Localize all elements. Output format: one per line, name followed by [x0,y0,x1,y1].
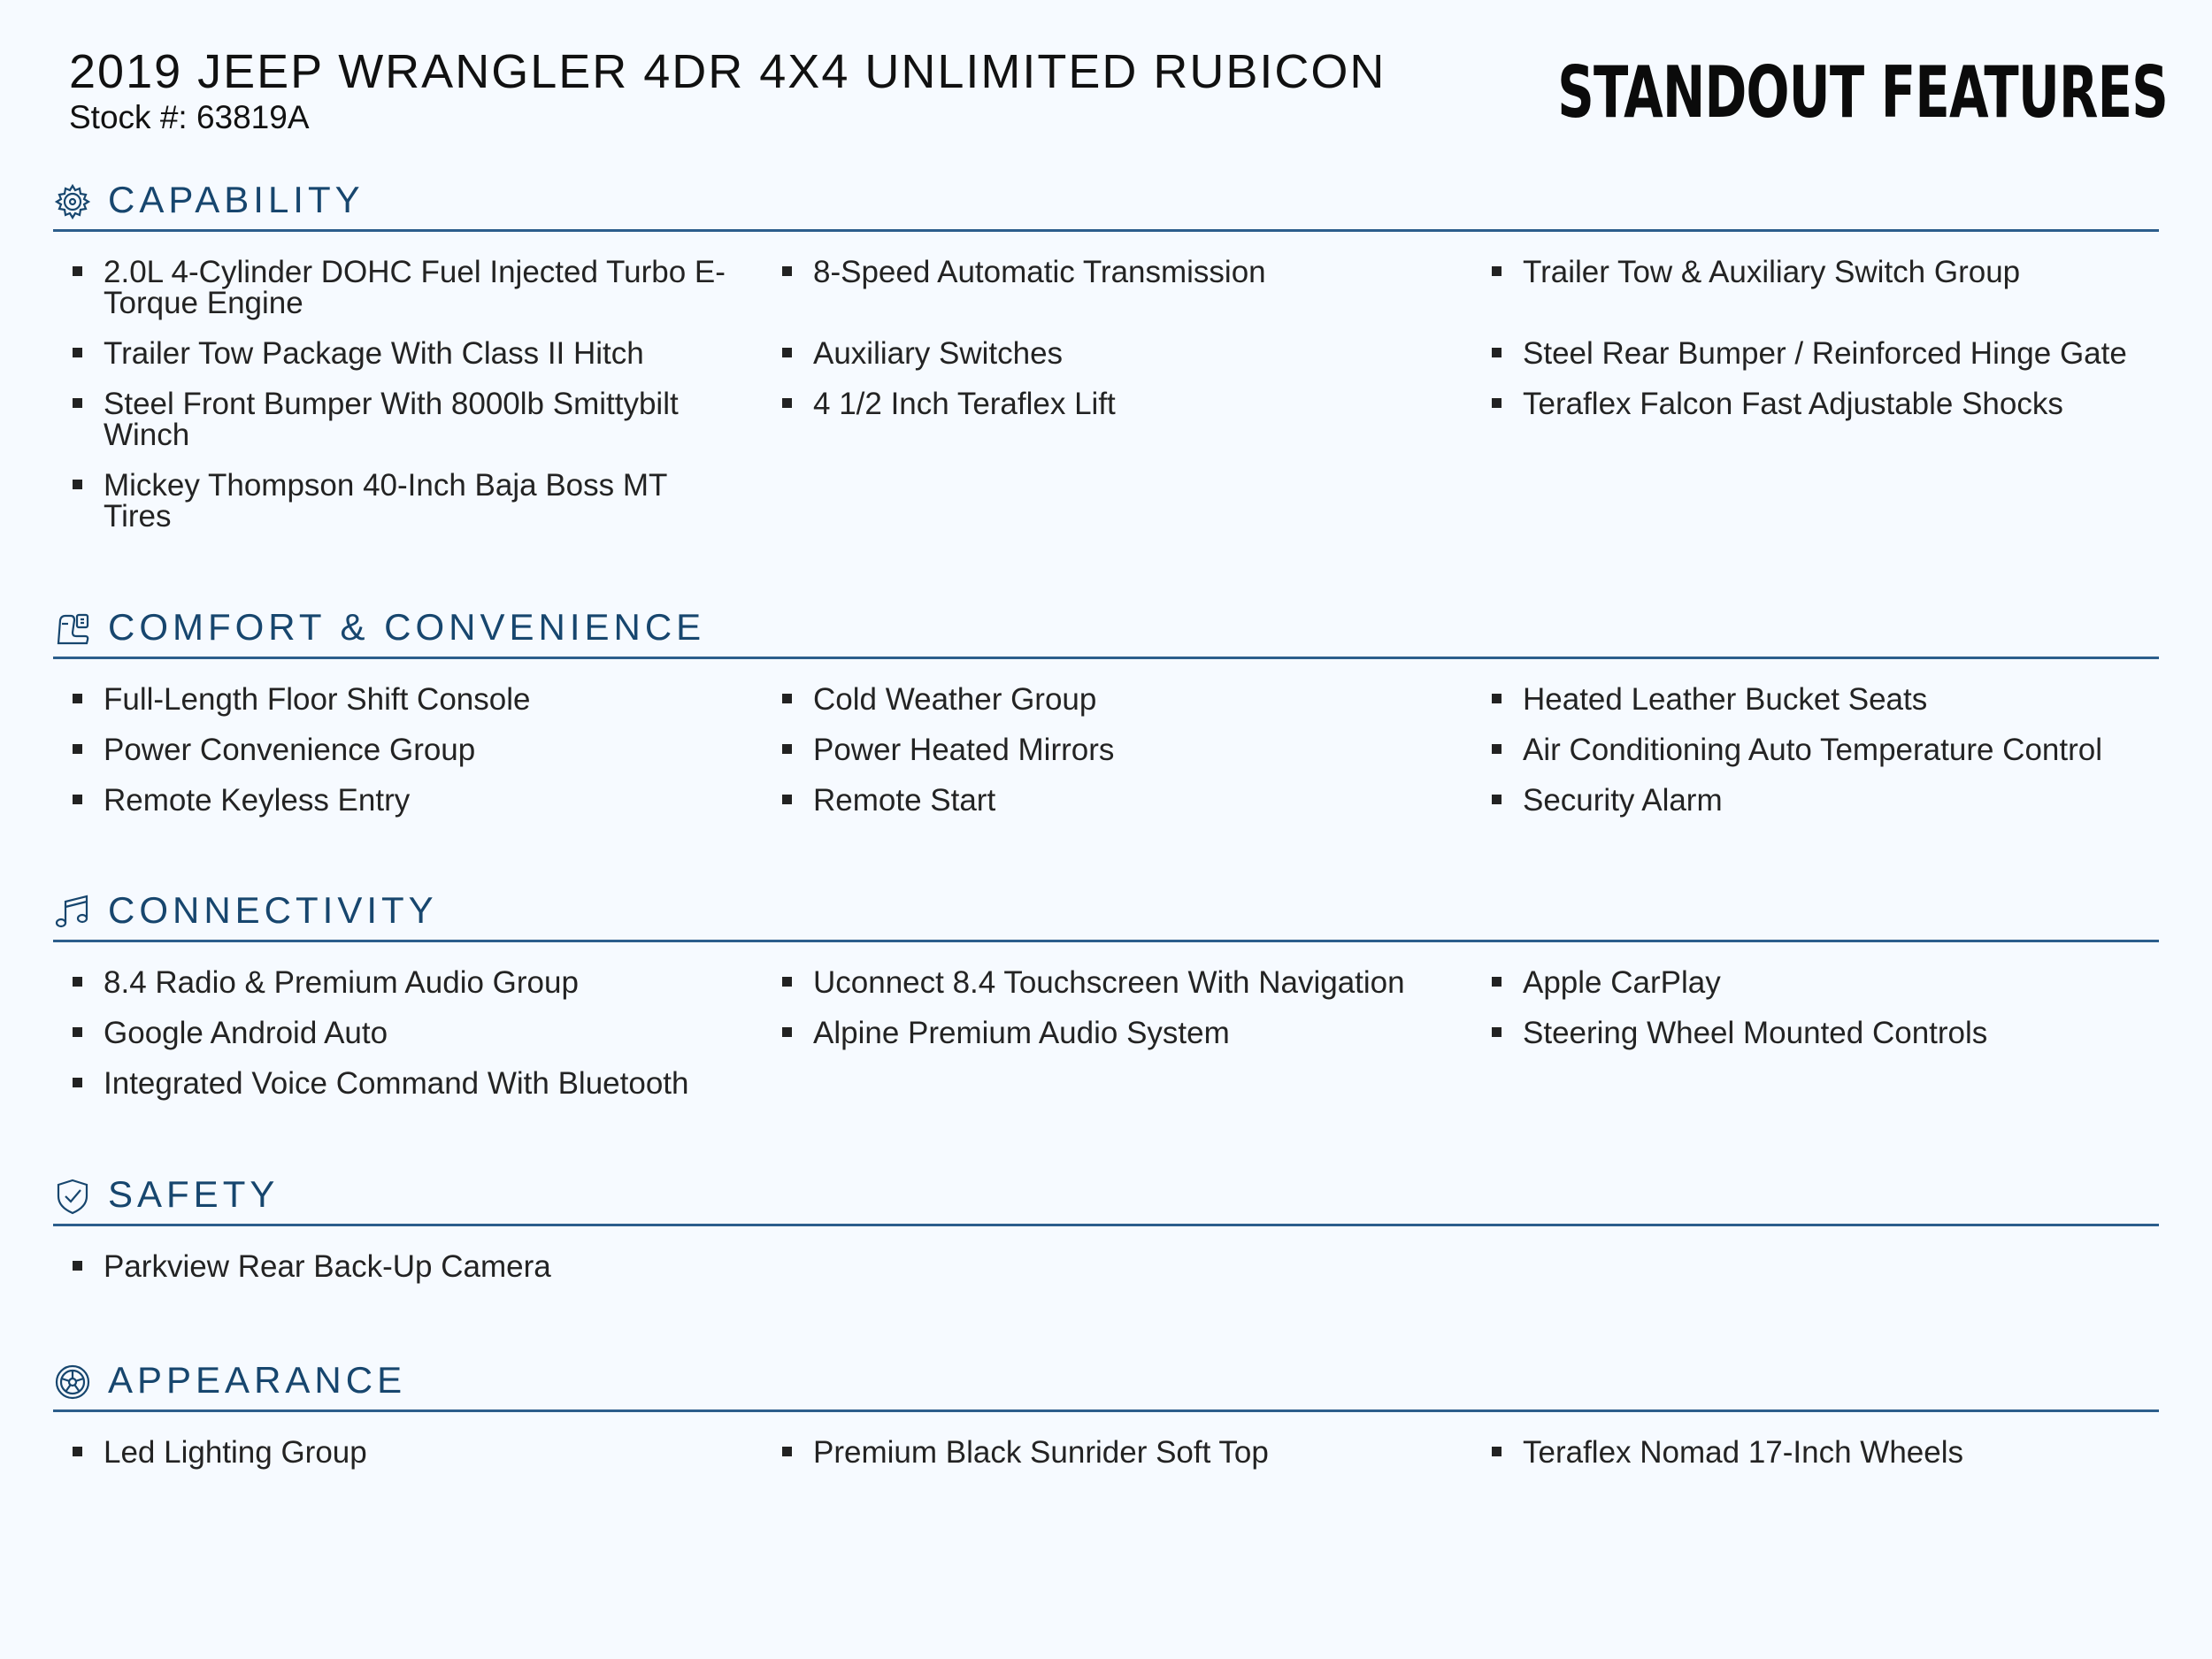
bullet-icon [73,266,82,276]
feature-list [53,967,2159,1099]
feature-text: Cold Weather Group [813,682,1097,717]
feature-text: Remote Keyless Entry [104,783,411,818]
bullet-icon [1492,744,1502,754]
list-item [763,1018,1472,1048]
feature-text: Apple CarPlay [1523,965,1721,1000]
list-item [763,684,1472,715]
list-item [53,257,763,319]
vehicle-title: 2019 JEEP WRANGLER 4DR 4X4 UNLIMITED RUBICON [69,45,1386,98]
section-header [53,603,2159,661]
list-item [1472,734,2159,765]
list-item [763,388,1472,450]
bullet-icon [73,694,82,703]
bullet-icon [782,1447,792,1456]
bullet-icon [1492,398,1502,408]
bullet-icon [782,348,792,357]
feature-text: Air Conditioning Auto Temperature Control [1523,733,2103,767]
feature-text: Steel Rear Bumper / Reinforced Hinge Gate [1523,336,2127,371]
section-divider [53,940,2159,942]
section-appearance [53,1356,2159,1468]
music-note-icon [53,893,92,932]
list-item [1472,1437,2159,1468]
list-item [53,1251,763,1282]
shield-check-icon [53,1177,92,1216]
list-item [53,1068,763,1099]
feature-text: 8-Speed Automatic Transmission [813,255,1266,289]
bullet-icon [782,744,792,754]
section-connectivity [53,886,2159,1099]
list-item [763,785,1472,816]
section-title: CONNECTIVITY [108,889,438,931]
feature-list [53,257,2159,532]
document-title: STANDOUT FEATURES [1557,51,2168,134]
bullet-icon [73,977,82,987]
bullet-icon [1492,795,1502,804]
bullet-icon [1492,694,1502,703]
section-title: SAFETY [108,1173,280,1215]
section-title: CAPABILITY [108,179,365,220]
list-item [53,388,763,450]
bullet-icon [782,398,792,408]
feature-text: Alpine Premium Audio System [813,1016,1230,1050]
list-item [53,338,763,369]
list-item [53,1437,763,1468]
feature-text: Steel Front Bumper With 8000lb Smittybilt Winch [104,387,679,452]
feature-text: Remote Start [813,783,996,818]
wheel-icon [53,1363,92,1402]
list-item [1472,388,2159,450]
feature-list [53,1251,2159,1282]
list-item [53,1018,763,1048]
list-item [53,734,763,765]
list-item [1472,785,2159,816]
stock-number: Stock #: 63819A [69,99,310,135]
section-divider [53,1224,2159,1226]
feature-text: Heated Leather Bucket Seats [1523,682,1928,717]
list-item [763,338,1472,369]
section-capability [53,175,2159,532]
section-header [53,1170,2159,1228]
feature-list [53,684,2159,816]
bullet-icon [73,1078,82,1087]
list-item [1472,684,2159,715]
list-item [53,470,763,532]
section-divider [53,229,2159,232]
list-item [53,785,763,816]
feature-text: Steering Wheel Mounted Controls [1523,1016,1988,1050]
bullet-icon [782,266,792,276]
bullet-icon [73,1261,82,1271]
bullet-icon [1492,1447,1502,1456]
list-item [1472,257,2159,319]
feature-text: 8.4 Radio & Premium Audio Group [104,965,579,1000]
feature-text: Parkview Rear Back-Up Camera [104,1249,551,1284]
feature-text: Trailer Tow Package With Class II Hitch [104,336,644,371]
bullet-icon [73,348,82,357]
list-item [1472,967,2159,998]
section-title: APPEARANCE [108,1359,407,1401]
section-header [53,175,2159,234]
feature-text: Power Heated Mirrors [813,733,1115,767]
section-header [53,886,2159,944]
feature-text: Led Lighting Group [104,1435,367,1470]
bullet-icon [782,795,792,804]
bullet-icon [73,1027,82,1037]
bullet-icon [1492,348,1502,357]
feature-text: Power Convenience Group [104,733,476,767]
feature-text: Premium Black Sunrider Soft Top [813,1435,1269,1470]
bullet-icon [73,480,82,489]
feature-text: Google Android Auto [104,1016,388,1050]
feature-text: Teraflex Nomad 17-Inch Wheels [1523,1435,1963,1470]
feature-text: 4 1/2 Inch Teraflex Lift [813,387,1116,421]
bullet-icon [1492,266,1502,276]
bullet-icon [73,795,82,804]
feature-text: Full-Length Floor Shift Console [104,682,531,717]
bullet-icon [1492,1027,1502,1037]
list-item [1472,338,2159,369]
feature-text: Trailer Tow & Auxiliary Switch Group [1523,255,2021,289]
list-item [53,967,763,998]
header [0,0,2212,159]
feature-text: Auxiliary Switches [813,336,1064,371]
bullet-icon [782,977,792,987]
bullet-icon [73,744,82,754]
section-divider [53,1409,2159,1412]
list-item [53,684,763,715]
bullet-icon [782,1027,792,1037]
feature-text: Security Alarm [1523,783,1723,818]
bullet-icon [782,694,792,703]
feature-text: Mickey Thompson 40-Inch Baja Boss MT Tires [104,468,667,534]
section-divider [53,657,2159,659]
section-header [53,1356,2159,1414]
bullet-icon [1492,977,1502,987]
bullet-icon [73,1447,82,1456]
feature-text: Teraflex Falcon Fast Adjustable Shocks [1523,387,2063,421]
gear-icon [53,182,92,221]
section-safety [53,1170,2159,1282]
list-item [763,734,1472,765]
section-title: COMFORT & CONVENIENCE [108,606,706,648]
seat-icon [53,610,92,649]
feature-list [53,1437,2159,1468]
feature-text: Uconnect 8.4 Touchscreen With Navigation [813,965,1405,1000]
list-item [1472,1018,2159,1048]
list-item [763,967,1472,998]
feature-text: 2.0L 4-Cylinder DOHC Fuel Injected Turbo E-Torque Engine [104,255,726,320]
bullet-icon [73,398,82,408]
list-item [763,257,1472,319]
feature-text: Integrated Voice Command With Bluetooth [104,1066,689,1101]
list-item [763,1437,1472,1468]
section-comfort-convenience [53,603,2159,816]
